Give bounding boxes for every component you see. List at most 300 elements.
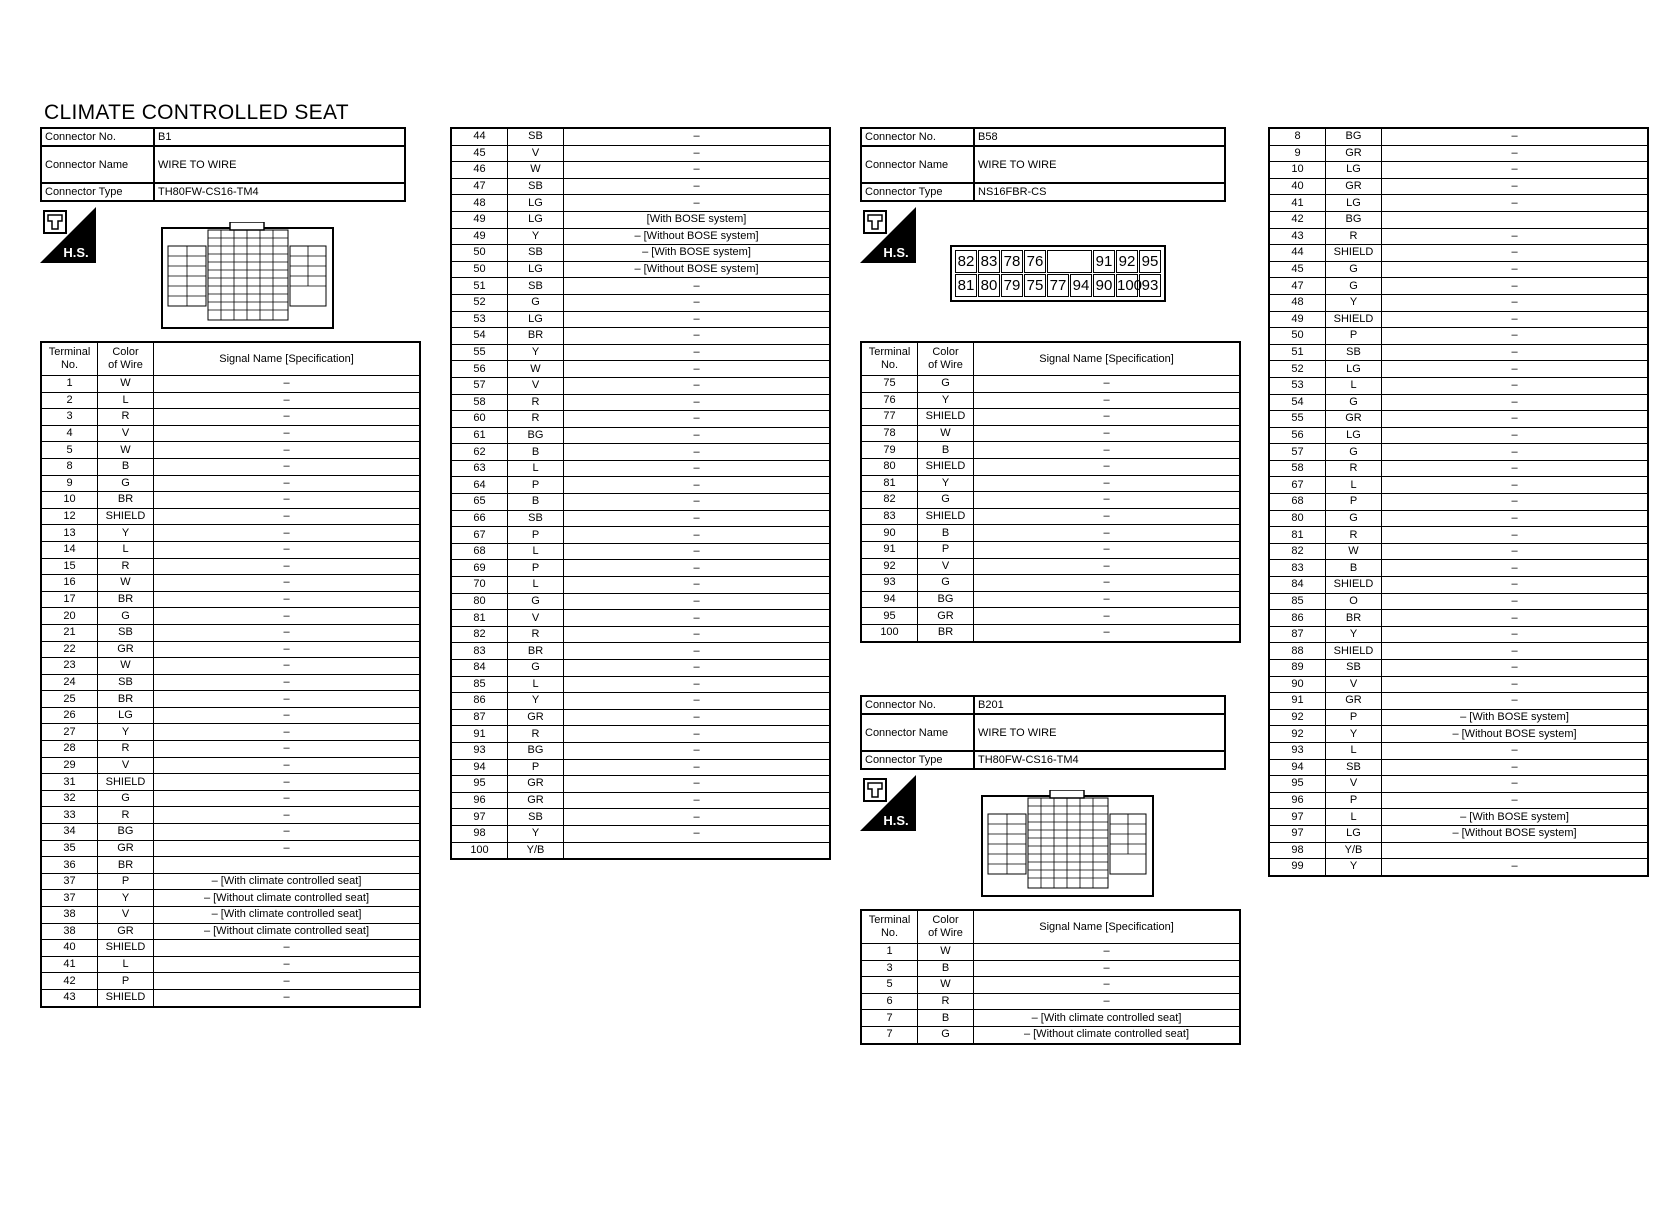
signal-name-cell: – xyxy=(974,425,1241,442)
wire-color-cell: SB xyxy=(508,809,564,826)
wire-color-cell: LG xyxy=(1326,361,1382,378)
wire-color-cell: R xyxy=(98,558,154,575)
table-row xyxy=(41,923,420,940)
table-row xyxy=(41,940,420,957)
table-row xyxy=(1269,344,1648,361)
wire-color-cell: GR xyxy=(1326,411,1382,428)
terminal-no-cell: 48 xyxy=(451,195,508,212)
signal-name-cell: – xyxy=(974,541,1241,558)
wire-color-cell: R xyxy=(918,993,974,1010)
table-row xyxy=(451,344,830,361)
wire-color-cell: V xyxy=(918,558,974,575)
terminal-no-cell: 22 xyxy=(41,641,98,658)
signal-name-cell: – xyxy=(154,658,421,675)
connector-pin: 75 xyxy=(1024,274,1046,297)
signal-name-cell: – xyxy=(1382,195,1649,212)
wire-color-cell: SHIELD xyxy=(918,458,974,475)
signal-name-cell xyxy=(1382,211,1649,228)
svg-text:H.S.: H.S. xyxy=(883,245,909,260)
wire-color-cell: BR xyxy=(918,624,974,641)
wire-color-cell: BG xyxy=(918,591,974,608)
table-row xyxy=(41,508,420,525)
terminal-no-cell: 23 xyxy=(41,658,98,675)
table-row xyxy=(861,425,1240,442)
table-row xyxy=(41,525,420,542)
signal-name-cell: – xyxy=(154,757,421,774)
page-title: CLIMATE CONTROLLED SEAT xyxy=(44,101,349,124)
connector-pin: 100 xyxy=(1116,274,1138,297)
signal-name-cell: – xyxy=(1382,510,1649,527)
signal-name-cell: – xyxy=(1382,792,1649,809)
terminal-no-cell: 51 xyxy=(1269,344,1326,361)
signal-name-cell: – xyxy=(974,392,1241,409)
table-row xyxy=(451,660,830,677)
table-row xyxy=(41,608,420,625)
table-row xyxy=(451,593,830,610)
table-row xyxy=(41,658,420,675)
terminal-no-cell: 50 xyxy=(1269,328,1326,345)
signal-name-cell: – [Without climate controlled seat] xyxy=(154,890,421,907)
signal-name-cell: – xyxy=(1382,444,1649,461)
terminal-no-cell: 38 xyxy=(41,907,98,924)
wire-color-cell: G xyxy=(1326,394,1382,411)
table-row xyxy=(41,691,420,708)
wire-color-cell: SHIELD xyxy=(1326,643,1382,660)
table-row xyxy=(861,608,1240,625)
wire-color-cell: BG xyxy=(508,427,564,444)
wire-color-cell: BG xyxy=(1326,128,1382,145)
table-row xyxy=(1269,294,1648,311)
signal-name-cell: – xyxy=(154,475,421,492)
terminal-no-cell: 21 xyxy=(41,624,98,641)
signal-name-cell: – xyxy=(564,294,831,311)
terminal-no-cell: 26 xyxy=(41,707,98,724)
table-row xyxy=(861,1010,1240,1027)
table-row xyxy=(451,809,830,826)
signal-name-cell: – xyxy=(974,960,1241,977)
table-row xyxy=(1269,477,1648,494)
wire-color-cell: P xyxy=(508,759,564,776)
table-row xyxy=(41,674,420,691)
wire-color-cell: SHIELD xyxy=(98,508,154,525)
terminal-no-cell: 58 xyxy=(451,394,508,411)
signal-name-cell: – xyxy=(974,442,1241,459)
signal-name-cell: – xyxy=(564,494,831,511)
wire-color-cell: Y xyxy=(1326,626,1382,643)
b1-connector-info xyxy=(40,127,406,202)
b201-connector-face-diagram xyxy=(980,790,1155,898)
wire-color-cell: V xyxy=(98,425,154,442)
wire-color-cell: Y xyxy=(508,344,564,361)
color-header: Color of Wire xyxy=(918,342,974,376)
signal-name-cell: – xyxy=(154,608,421,625)
table-row xyxy=(451,792,830,809)
terminal-no-cell: 3 xyxy=(41,409,98,426)
signal-name-cell: – xyxy=(974,558,1241,575)
terminal-no-cell: 32 xyxy=(41,790,98,807)
table-row xyxy=(451,245,830,262)
connector-pin: 92 xyxy=(1116,250,1138,273)
table-row xyxy=(1269,543,1648,560)
wire-color-cell: O xyxy=(1326,593,1382,610)
wire-color-cell: BR xyxy=(98,591,154,608)
table-row xyxy=(1269,261,1648,278)
terminal-no-cell: 7 xyxy=(861,1026,918,1043)
table-row xyxy=(451,328,830,345)
signal-name-cell: – xyxy=(154,674,421,691)
signal-name-cell: – xyxy=(154,724,421,741)
wire-color-cell: GR xyxy=(1326,178,1382,195)
signal-name-cell: – xyxy=(1382,660,1649,677)
signal-name-cell: – xyxy=(564,626,831,643)
terminal-no-cell: 3 xyxy=(861,960,918,977)
wire-color-cell: B xyxy=(98,458,154,475)
wire-color-cell: L xyxy=(98,956,154,973)
signal-name-cell: – xyxy=(564,577,831,594)
wire-color-cell: Y/B xyxy=(508,842,564,859)
terminal-no-cell: 87 xyxy=(1269,626,1326,643)
wire-color-cell: B xyxy=(918,525,974,542)
terminal-no-cell: 68 xyxy=(451,543,508,560)
signal-name-cell: – xyxy=(564,759,831,776)
wire-color-cell: L xyxy=(508,676,564,693)
wire-color-cell: SHIELD xyxy=(918,409,974,426)
table-row xyxy=(861,409,1240,426)
terminal-no-cell: 50 xyxy=(451,261,508,278)
wire-color-cell: Y xyxy=(508,228,564,245)
terminal-no-cell: 92 xyxy=(1269,709,1326,726)
wire-color-cell: SB xyxy=(508,178,564,195)
terminal-no-cell: 78 xyxy=(861,425,918,442)
terminal-no-cell: 15 xyxy=(41,558,98,575)
table-row xyxy=(1269,178,1648,195)
signal-name-cell: – xyxy=(154,641,421,658)
signal-name-cell: – xyxy=(1382,344,1649,361)
terminal-no-cell: 95 xyxy=(861,608,918,625)
signal-name-cell: – xyxy=(974,458,1241,475)
table-row xyxy=(41,541,420,558)
connector-pin: 78 xyxy=(1001,250,1023,273)
terminal-no-cell: 83 xyxy=(451,643,508,660)
terminal-no-cell: 28 xyxy=(41,741,98,758)
signal-name-cell: – xyxy=(1382,427,1649,444)
wire-color-cell: SHIELD xyxy=(98,989,154,1006)
wire-color-cell: W xyxy=(98,658,154,675)
wire-color-cell: GR xyxy=(1326,145,1382,162)
signal-name-cell: – xyxy=(564,328,831,345)
signal-name-cell: – xyxy=(974,977,1241,994)
signal-name-cell: – xyxy=(974,575,1241,592)
table-row xyxy=(861,977,1240,994)
terminal-no-cell: 24 xyxy=(41,674,98,691)
terminal-no-cell: 29 xyxy=(41,757,98,774)
terminal-no-cell: 60 xyxy=(451,411,508,428)
table-row xyxy=(41,558,420,575)
signal-name-cell: – xyxy=(154,790,421,807)
terminal-no-cell: 94 xyxy=(1269,759,1326,776)
b58-connector-face-diagram xyxy=(950,245,1166,302)
terminal-no-cell: 86 xyxy=(1269,610,1326,627)
signal-name-cell: – xyxy=(974,608,1241,625)
wire-color-cell: P xyxy=(1326,494,1382,511)
wire-color-cell: LG xyxy=(1326,195,1382,212)
table-row xyxy=(1269,593,1648,610)
wire-color-cell: Y xyxy=(508,825,564,842)
table-row xyxy=(1269,228,1648,245)
wire-color-cell: V xyxy=(98,757,154,774)
signal-name-cell: – xyxy=(1382,643,1649,660)
table-row xyxy=(1269,726,1648,743)
terminal-no-cell: 10 xyxy=(1269,162,1326,179)
wire-color-cell: GR xyxy=(508,776,564,793)
terminal-no-cell: 10 xyxy=(41,492,98,509)
wire-color-cell: Y xyxy=(98,525,154,542)
terminal-no-cell: 54 xyxy=(1269,394,1326,411)
terminal-no-cell: 61 xyxy=(451,427,508,444)
table-row xyxy=(41,575,420,592)
table-row xyxy=(1269,394,1648,411)
terminal-no-cell: 9 xyxy=(1269,145,1326,162)
terminal-no-cell: 1 xyxy=(861,944,918,961)
terminal-no-cell: 64 xyxy=(451,477,508,494)
signal-name-cell: – xyxy=(1382,742,1649,759)
signal-name-cell: – xyxy=(1382,776,1649,793)
terminal-header: Terminal No. xyxy=(861,342,918,376)
wire-color-cell: Y xyxy=(98,890,154,907)
table-row xyxy=(451,610,830,627)
signal-name-cell: – xyxy=(564,510,831,527)
table-row xyxy=(451,278,830,295)
table-row xyxy=(41,956,420,973)
b1-connector-face-diagram xyxy=(160,222,335,330)
terminal-no-cell: 37 xyxy=(41,890,98,907)
terminal-no-cell: 85 xyxy=(1269,593,1326,610)
connector-no-value: B1 xyxy=(154,128,405,146)
table-row xyxy=(41,458,420,475)
table-row xyxy=(451,211,830,228)
wire-color-cell: G xyxy=(98,790,154,807)
wire-color-cell: Y/B xyxy=(1326,842,1382,859)
table-row xyxy=(1269,676,1648,693)
terminal-no-cell: 41 xyxy=(41,956,98,973)
wire-color-cell: G xyxy=(1326,261,1382,278)
signal-name-cell: – xyxy=(564,162,831,179)
wire-color-cell: BR xyxy=(98,691,154,708)
terminal-no-cell: 90 xyxy=(1269,676,1326,693)
harness-side-icon xyxy=(860,775,916,831)
wire-color-cell: W xyxy=(918,977,974,994)
table-row xyxy=(41,790,420,807)
table-row xyxy=(1269,128,1648,145)
terminal-no-cell: 94 xyxy=(451,759,508,776)
terminal-no-cell: 8 xyxy=(41,458,98,475)
wire-color-cell: SHIELD xyxy=(918,508,974,525)
signal-name-cell: – xyxy=(1382,145,1649,162)
connector-name-value: WIRE TO WIRE xyxy=(974,146,1225,183)
terminal-no-cell: 83 xyxy=(1269,560,1326,577)
wire-color-cell: G xyxy=(1326,278,1382,295)
signal-name-cell: – xyxy=(1382,377,1649,394)
b58-connector-info xyxy=(860,127,1226,202)
connector-pin: 82 xyxy=(955,250,977,273)
wire-color-cell: Y xyxy=(918,392,974,409)
wire-color-cell: G xyxy=(918,492,974,509)
table-row xyxy=(41,824,420,841)
table-row xyxy=(451,626,830,643)
signal-name-cell: – xyxy=(1382,543,1649,560)
terminal-no-cell: 84 xyxy=(1269,577,1326,594)
table-row xyxy=(451,776,830,793)
table-row xyxy=(41,442,420,459)
signal-name-cell: – [With BOSE system] xyxy=(1382,809,1649,826)
terminal-no-cell: 67 xyxy=(451,527,508,544)
signal-name-cell: – xyxy=(1382,328,1649,345)
wire-color-cell: G xyxy=(918,1026,974,1043)
wire-color-cell: Y xyxy=(1326,859,1382,876)
connector-no-value: B201 xyxy=(974,696,1225,714)
connector-name-label: Connector Name xyxy=(41,146,154,183)
terminal-no-cell: 40 xyxy=(41,940,98,957)
terminal-no-cell: 93 xyxy=(861,575,918,592)
terminal-no-cell: 8 xyxy=(1269,128,1326,145)
signal-name-cell: – xyxy=(564,427,831,444)
wire-color-cell: SB xyxy=(1326,759,1382,776)
table-row xyxy=(861,458,1240,475)
hs-label: H.S. xyxy=(63,245,89,260)
table-row xyxy=(41,475,420,492)
wire-color-cell: R xyxy=(508,394,564,411)
connector-no-label: Connector No. xyxy=(41,128,154,146)
terminal-no-cell: 97 xyxy=(1269,825,1326,842)
wire-color-cell: GR xyxy=(98,840,154,857)
table-row xyxy=(451,128,830,145)
wire-color-cell: GR xyxy=(918,608,974,625)
terminal-no-cell: 54 xyxy=(451,328,508,345)
signal-name-cell: – xyxy=(974,624,1241,641)
table-row xyxy=(1269,792,1648,809)
terminal-no-cell: 17 xyxy=(41,591,98,608)
terminal-no-cell: 82 xyxy=(1269,543,1326,560)
table-row xyxy=(451,444,830,461)
table-row xyxy=(861,442,1240,459)
signal-name-cell: – xyxy=(154,691,421,708)
table-row xyxy=(1269,510,1648,527)
wire-color-cell: G xyxy=(1326,444,1382,461)
wire-color-cell: Y xyxy=(98,724,154,741)
table-row xyxy=(451,411,830,428)
table-row xyxy=(41,392,420,409)
connector-pin: 95 xyxy=(1139,250,1161,273)
signal-name-cell xyxy=(154,857,421,874)
signal-name-cell: – xyxy=(974,409,1241,426)
wire-color-cell: R xyxy=(508,726,564,743)
wire-color-cell: B xyxy=(1326,560,1382,577)
table-row xyxy=(451,195,830,212)
signal-name-cell: – xyxy=(564,776,831,793)
terminal-header: Terminal No. xyxy=(41,342,98,376)
terminal-no-cell: 92 xyxy=(1269,726,1326,743)
connector-pin: 94 xyxy=(1070,274,1092,297)
terminal-no-cell: 43 xyxy=(41,989,98,1006)
terminal-no-cell: 40 xyxy=(1269,178,1326,195)
signal-name-cell: – xyxy=(154,492,421,509)
signal-name-cell: – xyxy=(564,311,831,328)
table-row xyxy=(41,724,420,741)
table-row xyxy=(1269,162,1648,179)
wire-color-cell: L xyxy=(508,460,564,477)
signal-name-cell: – xyxy=(564,411,831,428)
wire-color-cell: W xyxy=(98,575,154,592)
wire-color-cell: LG xyxy=(508,261,564,278)
terminal-no-cell: 100 xyxy=(451,842,508,859)
table-row xyxy=(451,394,830,411)
signal-name-cell: – xyxy=(564,825,831,842)
table-row xyxy=(1269,560,1648,577)
wire-color-cell: L xyxy=(508,577,564,594)
wire-color-cell: BG xyxy=(1326,211,1382,228)
signal-name-cell: – xyxy=(154,807,421,824)
signal-name-cell xyxy=(564,842,831,859)
table-row xyxy=(451,494,830,511)
wire-color-cell: B xyxy=(508,444,564,461)
terminal-no-cell: 44 xyxy=(1269,245,1326,262)
wire-color-cell: G xyxy=(508,294,564,311)
table-row xyxy=(861,624,1240,641)
terminal-no-cell: 50 xyxy=(451,245,508,262)
terminal-no-cell: 35 xyxy=(41,840,98,857)
connector-pin: 76 xyxy=(1024,250,1046,273)
signal-name-cell: – xyxy=(564,643,831,660)
wire-color-cell: G xyxy=(98,475,154,492)
wire-color-cell: W xyxy=(508,361,564,378)
terminal-no-cell: 53 xyxy=(1269,377,1326,394)
signal-name-cell: – xyxy=(1382,261,1649,278)
terminal-no-cell: 55 xyxy=(451,344,508,361)
terminal-no-cell: 99 xyxy=(1269,859,1326,876)
terminal-no-cell: 63 xyxy=(451,460,508,477)
table-row xyxy=(1269,825,1648,842)
signal-name-cell: – xyxy=(1382,626,1649,643)
wire-color-cell: LG xyxy=(508,195,564,212)
signal-name-cell: – xyxy=(1382,560,1649,577)
table-row xyxy=(861,475,1240,492)
signal-name-cell: – xyxy=(564,444,831,461)
wire-color-cell: SB xyxy=(1326,344,1382,361)
wire-color-cell: L xyxy=(508,543,564,560)
signal-name-cell: – [Without BOSE system] xyxy=(1382,825,1649,842)
terminal-no-cell: 41 xyxy=(1269,195,1326,212)
table-row xyxy=(451,311,830,328)
signal-name-cell: – xyxy=(154,409,421,426)
terminal-no-cell: 80 xyxy=(451,593,508,610)
terminal-no-cell: 98 xyxy=(451,825,508,842)
terminal-no-cell: 46 xyxy=(451,162,508,179)
wire-color-cell: LG xyxy=(508,311,564,328)
table-row xyxy=(451,726,830,743)
table-row xyxy=(41,641,420,658)
wire-color-cell: V xyxy=(1326,776,1382,793)
terminal-no-cell: 84 xyxy=(451,660,508,677)
signal-name-cell: – xyxy=(154,707,421,724)
table-row xyxy=(451,228,830,245)
table-row xyxy=(451,759,830,776)
connector-pin: 77 xyxy=(1047,274,1069,297)
connector-name-value: WIRE TO WIRE xyxy=(154,146,405,183)
terminal-no-cell: 27 xyxy=(41,724,98,741)
terminal-no-cell: 81 xyxy=(1269,527,1326,544)
wire-color-cell: BR xyxy=(98,492,154,509)
terminal-no-cell: 57 xyxy=(451,377,508,394)
